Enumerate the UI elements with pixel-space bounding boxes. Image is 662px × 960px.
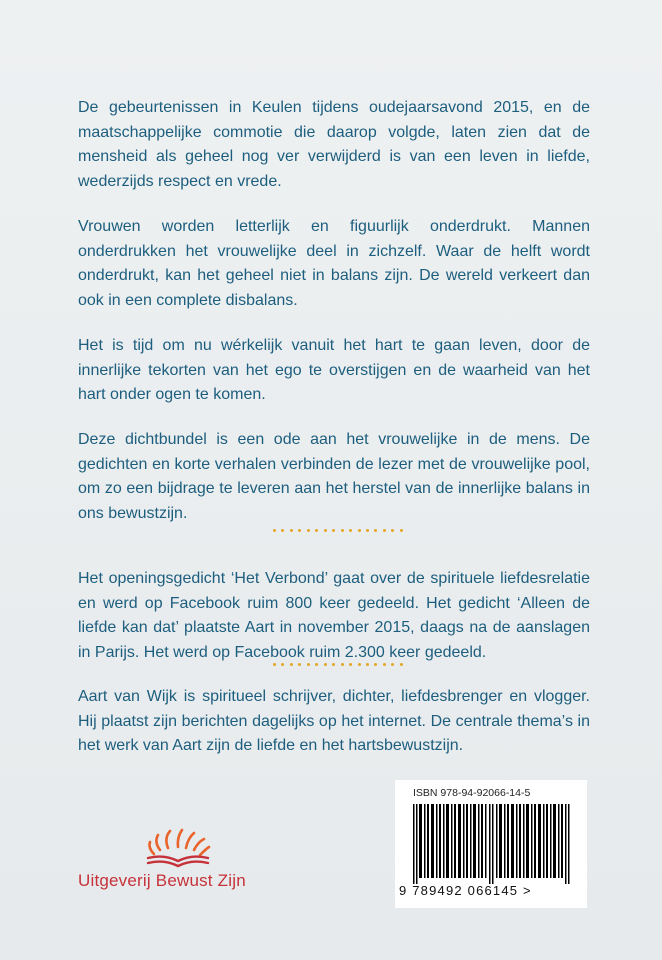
blurb-paragraph-4: Deze dichtbundel is een ode aan het vrouwelijke in de mens. De gedichten en korte verhalen verbinden de lezer met de vrouwelijke pool, om zo een bijdrage te leveren aan het herstel van de innerlijke balans in ons bewustzijn. [78,431,590,522]
sunrise-book-icon [144,828,212,868]
isbn-label: ISBN 978-94-92066-14-5 [413,787,531,799]
dotted-separator [273,661,403,667]
blurb-paragraph-3: Het is tijd om nu wérkelijk vanuit het hart te gaan leven, door de innerlijke tekorten van het ego te overstijgen en de waarheid van het hart onder ogen te komen. [78,337,590,403]
publisher-logo [78,828,278,898]
publisher-name: Uitgeverij Bewust Zijn [78,871,246,890]
dotted-separator [273,527,403,533]
blurb-paragraph-5: Het openingsgedicht ‘Het Verbond’ gaat over de spirituele liefdesrelatie en werd op Facebook ruim 800 keer gedeeld. Het gedicht ‘Alleen de liefde kan dat’ plaatste Aart in november 2015, daags na de aanslagen in Parijs. Het werd op Facebook ruim 2.300 keer gedeeld. [78,570,590,661]
blurb-paragraph-2: Vrouwen worden letterlijk en figuurlijk onderdrukt. Mannen onderdrukken het vrouwelijke deel in zichzelf. Waar de helft wordt onderdrukt, kan het geheel niet in balans zijn. De wereld verkeert dan ook in een complete disbalans. [78,218,590,309]
barcode-bars [413,804,573,884]
barcode [395,780,587,908]
blurb-paragraph-1: De gebeurtenissen in Keulen tijdens oudejaarsavond 2015, en de maatschappelijke commotie die daarop volgde, laten zien dat de mensheid als geheel nog ver verwijderd is van een leven in liefde, wederzijds respect en vrede. [78,99,590,190]
barcode-digits: 9 789492 066145 > [399,883,532,898]
author-bio-paragraph: Aart van Wijk is spiritueel schrijver, dichter, liefdesbrenger en vlogger. Hij plaatst zijn berichten dagelijks op het internet. De centrale thema’s in het werk van Aart zijn de liefde en het hartsbewustzijn. [78,688,590,754]
